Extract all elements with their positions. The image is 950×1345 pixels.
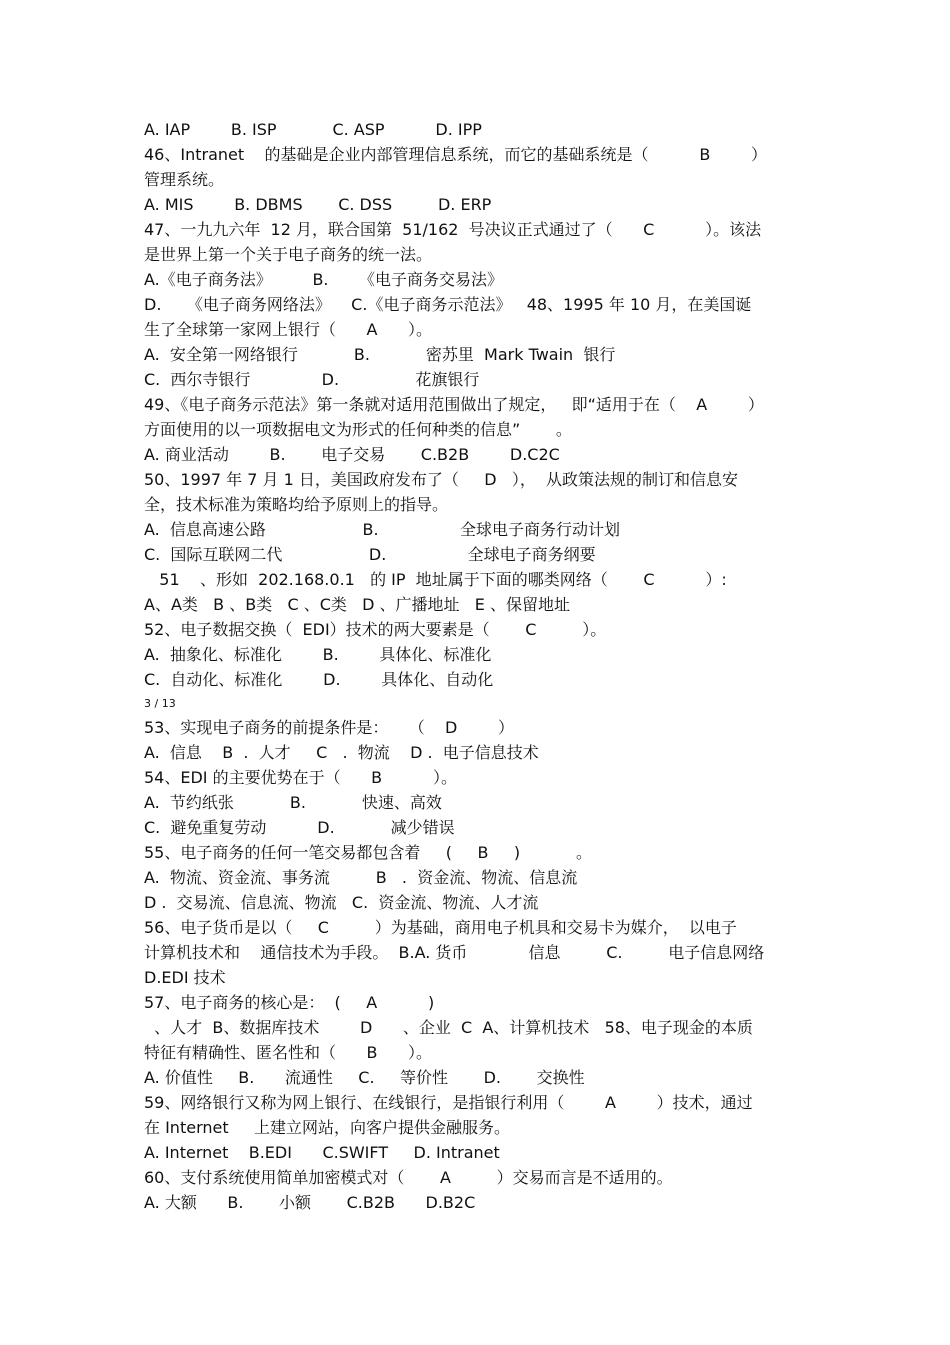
page-number: 3 / 13 xyxy=(144,697,176,710)
question-49: 49、《电子商务示范法》第一条就对适用范围做出了规定， 即“适用于在（ A ） xyxy=(144,395,764,414)
question-49-continued: 方面使用的以一项数据电文为形式的任何种类的信息” 。 xyxy=(144,420,572,439)
answer-options-46: A. MIS B. DBMS C. DSS D. ERP xyxy=(144,195,492,214)
answer-options-59: A. Internet B.EDI C.SWIFT D. Intranet xyxy=(144,1143,500,1162)
answer-options-48-a-b: A. 安全第一网络银行 B. 密苏里 Mark Twain 银行 xyxy=(144,345,616,364)
question-56: 56、电子货币是以（ C ）为基础，商用电子机具和交易卡为媒介， 以电子 xyxy=(144,918,737,937)
answer-options-50-c-d: C. 国际互联网二代 D. 全球电子商务纲要 xyxy=(144,545,596,564)
question-46: 46、Intranet 的基础是企业内部管理信息系统，而它的基础系统是（ B ） xyxy=(144,145,768,164)
question-50-continued: 全，技术标准为策略均给予原则上的指导。 xyxy=(144,495,449,514)
answer-options-57-question-58: 、人才 B、数据库技术 D 、企业 C A、计算机技术 58、电子现金的本质 xyxy=(144,1018,753,1037)
answer-options-53: A. 信息 B . 人才 C . 物流 D . 电子信息技术 xyxy=(144,743,539,762)
question-59-continued: 在 Internet 上建立网站，向客户提供金融服务。 xyxy=(144,1118,511,1137)
question-51: 51 、形如 202.168.0.1 的 IP 地址属于下面的哪类网络（ C ）: xyxy=(144,570,727,589)
answer-options-51: A、A类 B 、B类 C 、C类 D 、广播地址 E 、保留地址 xyxy=(144,595,570,614)
answer-options-55-a-b: A. 物流、资金流、事务流 B . 资金流、物流、信息流 xyxy=(144,868,578,887)
answer-options-52-a-b: A. 抽象化、标准化 B. 具体化、标准化 xyxy=(144,645,492,664)
answer-options-49: A. 商业活动 B. 电子交易 C.B2B D.C2C xyxy=(144,445,560,464)
question-52: 52、电子数据交换（ EDI）技术的两大要素是（ C ）。 xyxy=(144,620,607,639)
answer-options-47-c-d-question-48: D. 《电子商务网络法》 C.《电子商务示范法》 48、1995 年 10 月，在美国诞 xyxy=(144,295,752,314)
question-60: 60、支付系统使用简单加密模式对（ A ）交易而言是不适用的。 xyxy=(144,1168,673,1187)
question-54: 54、EDI 的主要优势在于（ B ）。 xyxy=(144,768,457,787)
answer-options-52-c-d: C. 自动化、标准化 D. 具体化、自动化 xyxy=(144,670,494,689)
answer-options-45: A. IAP B. ISP C. ASP D. IPP xyxy=(144,120,482,139)
question-58-continued: 特征有精确性、匿名性和（ B ）。 xyxy=(144,1043,433,1062)
question-56-continued: 计算机技术和 通信技术为手段。 B.A. 货币 信息 C. 电子信息网络 xyxy=(144,943,765,962)
question-47-continued: 是世界上第一个关于电子商务的统一法。 xyxy=(144,245,433,264)
answer-options-58: A. 价值性 B. 流通性 C. 等价性 D. 交换性 xyxy=(144,1068,585,1087)
answer-options-55-c-d: D . 交易流、信息流、物流 C. 资金流、物流、人才流 xyxy=(144,893,539,912)
answer-options-56-d: D.EDI 技术 xyxy=(144,968,226,987)
question-46-continued: 管理系统。 xyxy=(144,170,225,189)
question-59: 59、网络银行又称为网上银行、在线银行，是指银行利用（ A ）技术，通过 xyxy=(144,1093,753,1112)
answer-options-54-c-d: C. 避免重复劳动 D. 减少错误 xyxy=(144,818,455,837)
question-48-continued: 生了全球第一家网上银行（ A ）。 xyxy=(144,320,432,339)
question-57: 57、电子商务的核心是： ( A ) xyxy=(144,993,435,1012)
answer-options-54-a-b: A. 节约纸张 B. 快速、高效 xyxy=(144,793,442,812)
answer-options-50-a-b: A. 信息高速公路 B. 全球电子商务行动计划 xyxy=(144,520,620,539)
question-50: 50、1997 年 7 月 1 日，美国政府发布了（ D ）， 从政策法规的制订和信息安 xyxy=(144,470,739,489)
question-47: 47、一九九六年 12 月，联合国第 51/162 号决议正式通过了（ C ）。该法 xyxy=(144,220,762,239)
question-53: 53、实现电子商务的前提条件是： （ D ） xyxy=(144,718,515,737)
answer-options-48-c-d: C. 西尔寺银行 D. 花旗银行 xyxy=(144,370,480,389)
answer-options-60: A. 大额 B. 小额 C.B2B D.B2C xyxy=(144,1193,476,1212)
answer-options-47-a-b: A.《电子商务法》 B. 《电子商务交易法》 xyxy=(144,270,504,289)
question-55: 55、电子商务的任何一笔交易都包含着 ( B ) 。 xyxy=(144,843,593,862)
